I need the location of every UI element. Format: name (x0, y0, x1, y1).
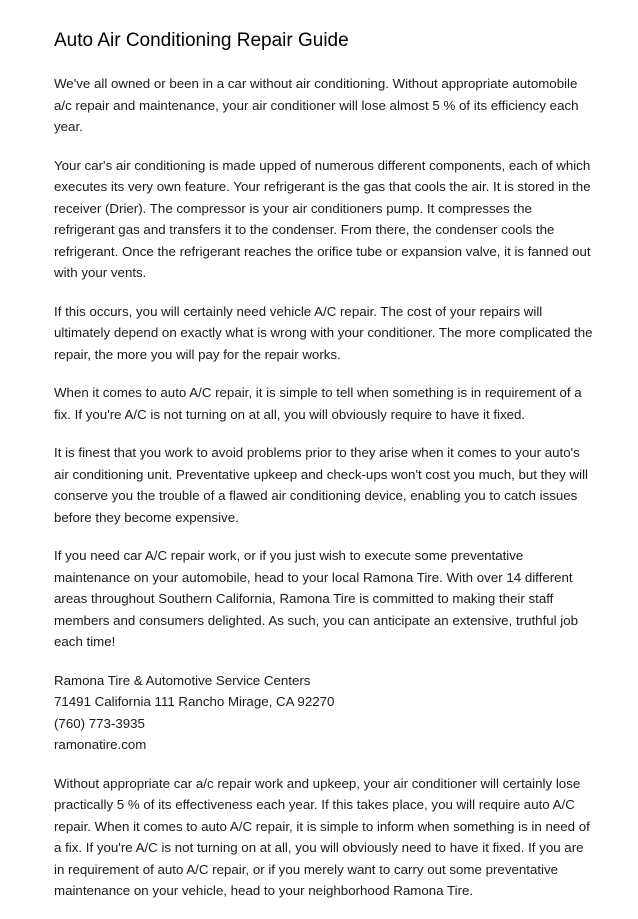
paragraph-ramona-tire: If you need car A/C repair work, or if you just wish to execute some preventative maintenance on your automobile, head to your local Ramona Tire. With over 14 different areas throughout Southern California, Ramona Tire is committed to making their staff members and consumers delighted. As such, you can anticipate an extensive, truthful job each time! (54, 548, 579, 649)
paragraph-closing: Without appropriate car a/c repair work and upkeep, your air conditioner will certainly lose practically 5 % of its effectiveness each year. If this takes place, you will require auto A/C repair. When it comes to auto A/C repair, it is simple to inform when something is in need of a fix. If you're A/C is not turning on at all, you will obviously need to have it fixed. If you are in requirement of auto A/C repair, or if you merely want to carry out some preventative maintenance on your vehicle, head to your neighborhood Ramona Tire. (54, 775, 590, 898)
paragraph-intro: We've all owned or been in a car without air conditioning. Without appropriate automobile a/c repair and maintenance, your air conditioner will lose almost 5 % of its efficiency each year. (54, 76, 579, 134)
street-address: 71491 California 111 Rancho Mirage, CA 92270 (54, 694, 335, 709)
paragraph-repair-cost: If this occurs, you will certainly need vehicle A/C repair. The cost of your repairs will ultimately depend on exactly what is wrong with your conditioner. The more complicated the repair, the more you will pay for the repair works. (54, 303, 593, 362)
paragraph-prevention: It is finest that you work to avoid problems prior to they arise when it comes to your auto's air conditioning unit. Preventative upkeep and check-ups won't cost you much, but they will conserve you the trouble of a flawed air conditioning device, enabling you to catch issues before they become expensive. (54, 445, 588, 525)
document-page (54, 28, 594, 919)
address-block (54, 670, 594, 756)
phone-number: (760) 773-3935 (54, 715, 145, 731)
paragraph-when-to-repair: When it comes to auto A/C repair, it is simple to tell when something is in requirement of a fix. If you're A/C is not turning on at all, you will obviously require to have it fixed. (54, 385, 582, 422)
paragraph-components: Your car's air conditioning is made upped of numerous different components, each of which executes its very own feature. Your refrigerant is the gas that cools the air. It is stored in the receiver (Drier). The compressor is your air conditioners pump. It compresses the refrigerant gas and transfers it to the condenser. From there, the condenser cools the refrigerant. Once the refrigerant reaches the orifice tube or expansion valve, it is fanned out with your vents. (54, 157, 591, 280)
page-title: Auto Air Conditioning Repair Guide (54, 30, 349, 51)
website-text: ramonatire.com (54, 737, 147, 752)
company-name: Ramona Tire & Automotive Service Centers (54, 672, 311, 688)
